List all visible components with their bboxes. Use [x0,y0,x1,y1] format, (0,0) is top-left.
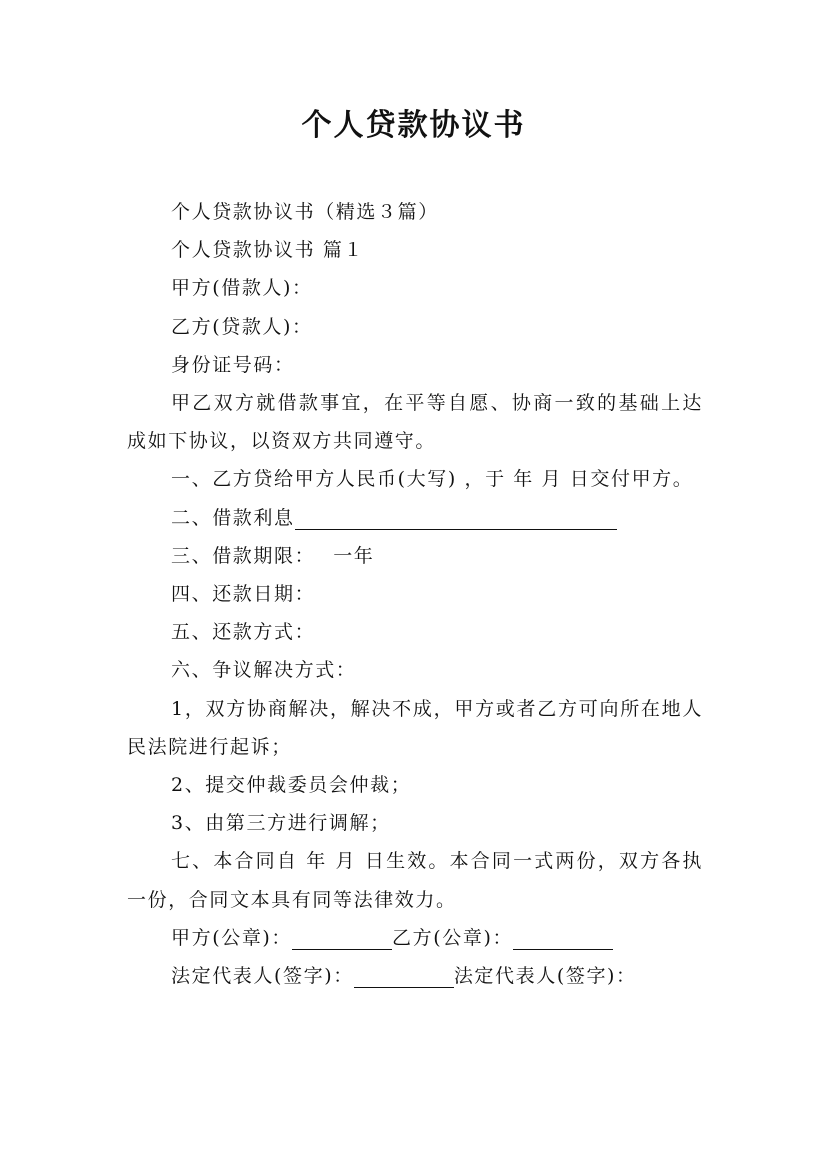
clause-2 [127,499,703,537]
clause-6-item-3: 3、由第三方进行调解； [171,812,391,835]
clause-3-value: 一年 [333,544,375,567]
subtitle: 个人贷款协议书（精选３篇） [171,201,439,223]
seal-b-blank [513,927,613,950]
party-a-line: 甲方(借款人)： [171,277,313,300]
clause-6-item-2: 2、提交仲裁委员会仲裁； [171,774,412,797]
seal-a-label: 甲方(公章)： [171,926,293,949]
document-title: 个人贷款协议书 [301,108,526,143]
clause-3 [127,537,703,575]
seal-b-label: 乙方(公章)： [392,926,514,949]
clause-5: 五、还款方式： [171,621,316,644]
clause-6: 六、争议解决方式： [171,659,357,682]
clause-6-item-1: 1，双方协商解决，解决不成，甲方或者乙方可向所在地人民法院进行起诉； [127,697,703,758]
rep-a-label: 法定代表人(签字)： [171,965,354,988]
seal-a-blank [292,927,392,950]
document-body [127,193,703,995]
rep-a-blank [354,965,454,988]
id-number-line: 身份证号码： [171,353,295,376]
clause-7: 七、本合同自 年 月 日生效。本合同一式两份，双方各执一份，合同文本具有同等法律效力。 [127,850,703,911]
interest-blank [295,507,617,530]
clause-2-label: 二、借款利息 [171,506,295,529]
representative-line [127,957,703,995]
clause-3-label: 三、借款期限： [171,544,316,567]
clause-1: 一、乙方贷给甲方人民币(大写) ，于 年 月 日交付甲方。 [171,468,694,491]
clause-4: 四、还款日期： [171,583,316,606]
party-b-line: 乙方(贷款人)： [171,315,313,338]
seal-line [127,919,703,957]
section-heading: 个人贷款协议书 篇１ [171,239,365,262]
intro-paragraph: 甲乙双方就借款事宜，在平等自愿、协商一致的基础上达成如下协议，以资双方共同遵守。 [127,392,703,453]
rep-b-label: 法定代表人(签字)： [453,965,637,988]
